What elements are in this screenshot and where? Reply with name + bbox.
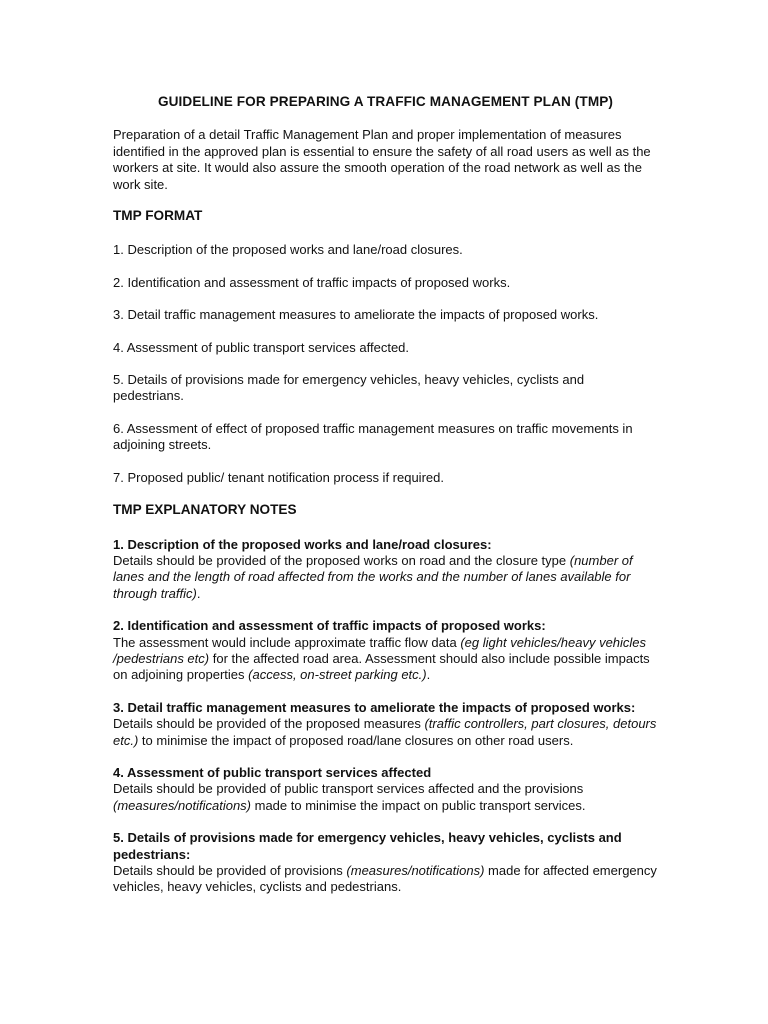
note-body-italic: (number of lanes and the length of road affected from the works and the number of lanes available for through traffic) xyxy=(113,552,633,601)
note-body-text: . xyxy=(426,667,431,683)
notes-heading: TMP EXPLANATORY NOTES xyxy=(113,502,297,518)
note-body-text: made to minimise the impact on public transport services. xyxy=(251,797,586,813)
note-body-text: Details should be provided of the proposed works on road and the closure type xyxy=(113,552,570,568)
note-body-text: The assessment would include approximate traffic flow data xyxy=(113,634,461,650)
format-item: 5. Details of provisions made for emergency vehicles, heavy vehicles, cyclists and pedestrians. xyxy=(113,372,585,404)
explanatory-note xyxy=(113,830,658,896)
note-body-italic: (traffic controllers, part closures, detours etc.) xyxy=(113,716,657,748)
explanatory-note xyxy=(113,765,658,814)
format-item: 1. Description of the proposed works and lane/road closures. xyxy=(113,242,463,258)
note-body xyxy=(113,553,658,602)
format-item: 4. Assessment of public transport services affected. xyxy=(113,339,410,355)
note-body-text: to minimise the impact of proposed road/lane closures on other road users. xyxy=(138,732,574,748)
note-body-text: made for affected emergency vehicles, heavy vehicles, cyclists and pedestrians. xyxy=(113,863,657,895)
format-item: 2. Identification and assessment of traffic impacts of proposed works. xyxy=(113,274,511,290)
note-body xyxy=(113,635,658,684)
note-body-text: . xyxy=(196,585,201,601)
explanatory-note xyxy=(113,618,658,684)
explanatory-note xyxy=(113,700,658,749)
note-body xyxy=(113,716,658,749)
format-heading: TMP FORMAT xyxy=(113,208,203,224)
note-body-italic: (access, on-street parking etc.) xyxy=(248,667,427,683)
note-body-text: for the affected road area. Assessment should also include possible impacts on adjoining properties xyxy=(113,650,650,683)
format-item: 7. Proposed public/ tenant notification process if required. xyxy=(113,469,444,485)
note-heading: 3. Detail traffic management measures to ameliorate the impacts of proposed works: xyxy=(113,699,636,715)
document-title: GUIDELINE FOR PREPARING A TRAFFIC MANAGEMENT PLAN (TMP) xyxy=(157,94,614,109)
format-item: 6. Assessment of effect of proposed traffic management measures on traffic movements in adjoining streets. xyxy=(113,420,633,453)
note-body-italic: (eg light vehicles/heavy vehicles /pedestrians etc) xyxy=(113,634,647,666)
note-body-text: Details should be provided of provisions xyxy=(113,863,347,878)
intro-paragraph: Preparation of a detail Traffic Management Plan and proper implementation of measures identified in the approved plan is essential to ensure the safety of all road users as well as the workers at site. It would also assure the smooth operation of the road network as well as the work site. xyxy=(113,127,651,192)
note-heading: 1. Description of the proposed works and lane/road closures: xyxy=(113,536,492,552)
format-item: 3. Detail traffic management measures to ameliorate the impacts of proposed works. xyxy=(113,307,599,323)
note-heading: 2. Identification and assessment of traffic impacts of proposed works: xyxy=(113,618,546,634)
note-heading: 5. Details of provisions made for emergency vehicles, heavy vehicles, cyclists and pedestrians: xyxy=(113,830,622,862)
note-body-text: Details should be provided of the proposed measures xyxy=(113,716,425,732)
note-body-italic: (measures/notifications) xyxy=(113,797,251,813)
note-body-text: Details should be provided of public transport services affected and the provisions xyxy=(113,781,584,797)
format-list xyxy=(113,242,658,486)
note-body xyxy=(113,863,658,896)
document-content xyxy=(113,94,658,912)
explanatory-note xyxy=(113,537,658,603)
note-body-italic: (measures/notifications) xyxy=(346,863,485,878)
note-heading: 4. Assessment of public transport services affected xyxy=(113,764,432,780)
note-body xyxy=(113,781,658,814)
